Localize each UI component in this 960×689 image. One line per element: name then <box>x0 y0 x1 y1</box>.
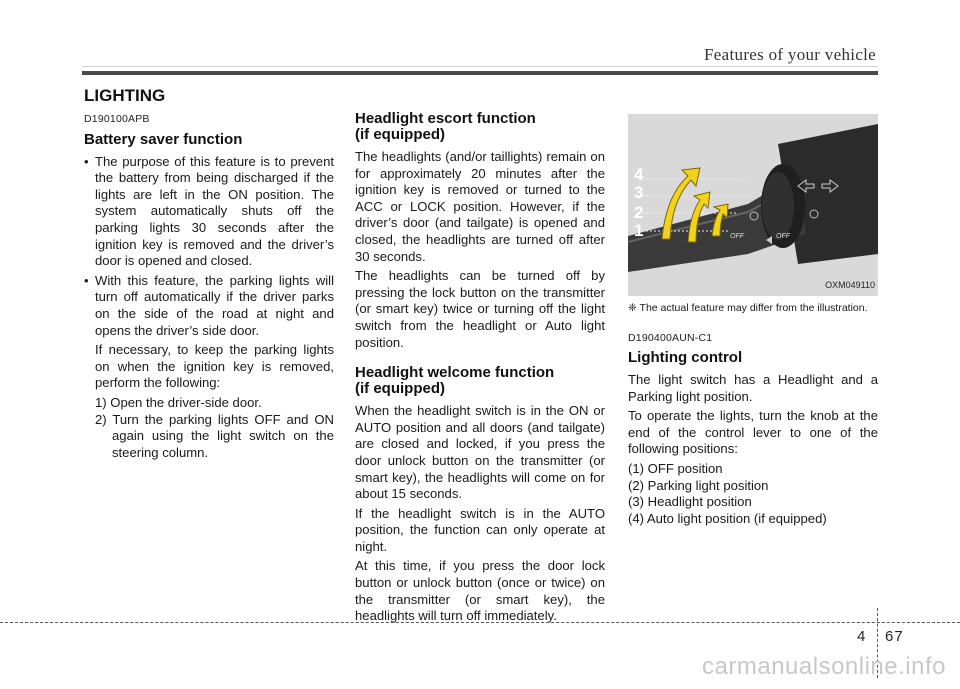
bullet-item: • The purpose of this feature is to prevent the battery from being discharged if the lights are left in the ON position. The system automatically shuts off the parking lights 30 seconds after the ignition key is removed and the driver’s door is opened and closed. <box>84 154 334 270</box>
paragraph: To operate the lights, turn the knob at the end of the control lever to one of the following positions: <box>628 408 878 457</box>
battery-saver-list <box>84 154 334 340</box>
section-code: D190400AUN-C1 <box>628 331 713 344</box>
bullet-item: • With this feature, the parking lights will turn off automatically if the driver parks on the side of the road at night and opens the driver’s side door. <box>84 273 334 339</box>
position-label-2: 2 <box>634 203 644 222</box>
column-left <box>84 111 334 461</box>
paragraph: The headlights can be turned off by pressing the lock button on the transmitter (or smart key) twice or turning off the light switch from the headlight or Auto light position. <box>355 268 605 350</box>
position-label-3: 3 <box>634 183 644 202</box>
heading-line: Headlight escort function <box>355 110 536 127</box>
list-item: (3) Headlight position <box>628 494 752 510</box>
page-number: 67 <box>885 628 904 645</box>
list-item: (4) Auto light position (if equipped) <box>628 510 827 526</box>
list-item: (2) Parking light position <box>628 477 769 493</box>
section-title: LIGHTING <box>84 86 166 105</box>
header-rule <box>82 71 878 75</box>
welcome-heading <box>355 365 605 397</box>
off-text: OFF <box>776 233 790 240</box>
position-label-4: 4 <box>634 165 644 184</box>
footer-dashed-line <box>0 622 960 623</box>
auto-text: AUTO <box>724 177 744 184</box>
figure-code: OXM049110 <box>825 280 875 291</box>
light-switch-figure <box>628 114 878 296</box>
figure-note: ❈ The actual feature may differ from the illustration. <box>628 302 868 314</box>
paragraph: The headlights (and/or taillights) remain on for approximately 20 minutes after the ignition key is removed or turned to the ACC or LOCK position. However, if the driver’s door (and tailgate) is opened and closed, the headlights are turned off after 30 seconds. <box>355 149 605 264</box>
step-item: 1) Open the driver-side door. <box>95 394 262 410</box>
paragraph: If necessary, to keep the parking lights on when the ignition key is removed, perform the following: <box>95 342 334 391</box>
chapter-number: 4 <box>857 628 867 645</box>
column-middle <box>355 111 605 628</box>
escort-heading <box>355 111 605 143</box>
paragraph: The light switch has a Headlight and a Parking light position. <box>628 372 878 404</box>
off-text: OFF <box>730 233 744 240</box>
paragraph: At this time, if you press the door lock button or unlock button (once or twice) on the transmitter (or smart key), the headlights will turn off immediately. <box>355 558 605 624</box>
paragraph: If the headlight switch is in the AUTO position, the function can only operate at night. <box>355 505 605 554</box>
battery-saver-heading: Battery saver function <box>84 130 243 148</box>
light-switch-illustration <box>628 114 878 296</box>
heading-line: (if equipped) <box>355 126 445 143</box>
step-item: 2) Turn the parking lights OFF and ON again using the light switch on the steering column. <box>95 411 334 460</box>
heading-line: Headlight welcome function <box>355 364 555 382</box>
position-list <box>628 461 878 527</box>
column-right <box>628 111 878 527</box>
section-code: D190100APB <box>84 113 150 125</box>
watermark: carmanualsonline.info <box>702 653 946 680</box>
position-label-1: 1 <box>634 221 644 240</box>
paragraph: When the headlight switch is in the ON or AUTO position and all doors (and tailgate) are closed and locked, if you press the door unlock button on the transmitter (or smart key), the headlights will come on for about 15 seconds. <box>355 403 605 502</box>
heading-line: (if equipped) <box>355 380 445 398</box>
lighting-control-heading: Lighting control <box>628 349 743 367</box>
header-thin-rule <box>82 66 878 67</box>
list-item: (1) OFF position <box>628 461 723 477</box>
header-title: Features of your vehicle <box>704 45 876 64</box>
